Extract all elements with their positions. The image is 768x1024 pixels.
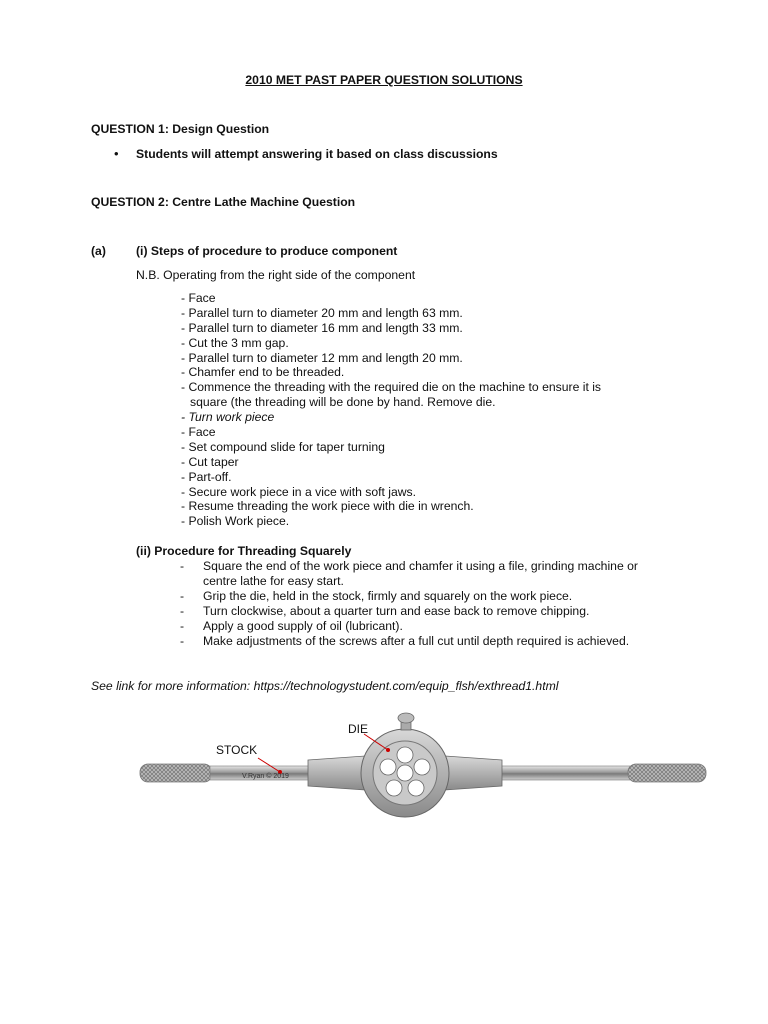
- stock-arm-left: [308, 756, 365, 790]
- die-pointer-dot: [386, 748, 390, 752]
- list-item: - Set compound slide for taper turning: [181, 439, 385, 454]
- list-item: - Part-off.: [181, 469, 232, 484]
- die-hole: [386, 780, 402, 796]
- list-dash: -: [180, 604, 185, 618]
- list-item: - Parallel turn to diameter 12 mm and length 20 mm.: [181, 350, 463, 365]
- question-2-heading: QUESTION 2: Centre Lathe Machine Question: [91, 195, 356, 209]
- die-hole: [408, 780, 424, 796]
- threading-steps-list: [180, 559, 643, 649]
- list-dash: -: [180, 559, 185, 573]
- die-hole: [380, 759, 396, 775]
- list-item: - Parallel turn to diameter 16 mm and length 33 mm.: [181, 320, 463, 335]
- list-item: - Secure work piece in a vice with soft jaws.: [181, 484, 417, 499]
- reference-link[interactable]: See link for more information: https://technologystudent.com/equip_flsh/exthread1.html: [91, 679, 559, 693]
- die-stock-illustration: [130, 712, 720, 822]
- list-item: - Face: [181, 425, 216, 440]
- handle-rod-right: [500, 766, 630, 780]
- list-item: [180, 604, 643, 619]
- handle-knurl-right: [628, 764, 706, 782]
- list-item: - Chamfer end to be threaded.: [181, 365, 345, 380]
- die-hole: [397, 747, 413, 763]
- list-item: [180, 619, 643, 634]
- die-hole: [414, 759, 430, 775]
- list-item-text: Square the end of the work piece and chamfer it using a file, grinding machine or centre lathe for easy start.: [203, 559, 638, 588]
- page-title: 2010 MET PAST PAPER QUESTION SOLUTIONS: [245, 73, 523, 87]
- list-item: - Cut taper: [181, 454, 239, 469]
- question-1-bullet: Students will attempt answering it based on class discussions: [136, 147, 498, 161]
- list-item: - Resume threading the work piece with die in wrench.: [181, 499, 474, 514]
- list-item: - Polish Work piece.: [181, 514, 290, 529]
- list-item: - Face: [181, 291, 216, 305]
- list-item-text: Make adjustments of the screws after a full cut until depth required is achieved.: [203, 634, 630, 648]
- list-item-text: Grip the die, held in the stock, firmly and squarely on the work piece.: [203, 589, 573, 603]
- list-item: [180, 634, 643, 649]
- die-centre-hole: [397, 765, 413, 781]
- engraving-text: V.Ryan © 2019: [242, 773, 289, 780]
- list-dash: -: [180, 619, 185, 633]
- list-item: - Commence the threading with the required die on the machine to ensure it is: [181, 380, 602, 395]
- operating-note: N.B. Operating from the right side of the component: [136, 268, 416, 282]
- list-item: [180, 589, 643, 604]
- bullet-dot: •: [114, 146, 119, 161]
- list-dash: -: [180, 634, 185, 648]
- question-1-heading: QUESTION 1: Design Question: [91, 122, 270, 136]
- list-item: [180, 559, 643, 589]
- list-item: square (the threading will be done by hand. Remove die.: [190, 395, 496, 410]
- stock-label: STOCK: [216, 743, 258, 757]
- list-item-text: Apply a good supply of oil (lubricant).: [203, 619, 403, 633]
- list-item: - Parallel turn to diameter 20 mm and length 63 mm.: [181, 305, 463, 320]
- handle-knurl-left: [140, 764, 212, 782]
- procedure-steps-list: [181, 291, 601, 529]
- part-ii-heading: (ii) Procedure for Threading Squarely: [136, 544, 352, 558]
- part-i-heading: (i) Steps of procedure to produce component: [136, 244, 398, 258]
- list-item: - Turn work piece: [181, 410, 275, 425]
- list-item: - Cut the 3 mm gap.: [181, 335, 289, 350]
- stock-arm-right: [445, 756, 502, 790]
- die-label: DIE: [348, 722, 369, 736]
- adjusting-screw-head: [398, 713, 414, 723]
- list-item-text: Turn clockwise, about a quarter turn and ease back to remove chipping.: [203, 604, 590, 618]
- list-dash: -: [180, 589, 185, 603]
- part-a-label: (a): [91, 244, 106, 258]
